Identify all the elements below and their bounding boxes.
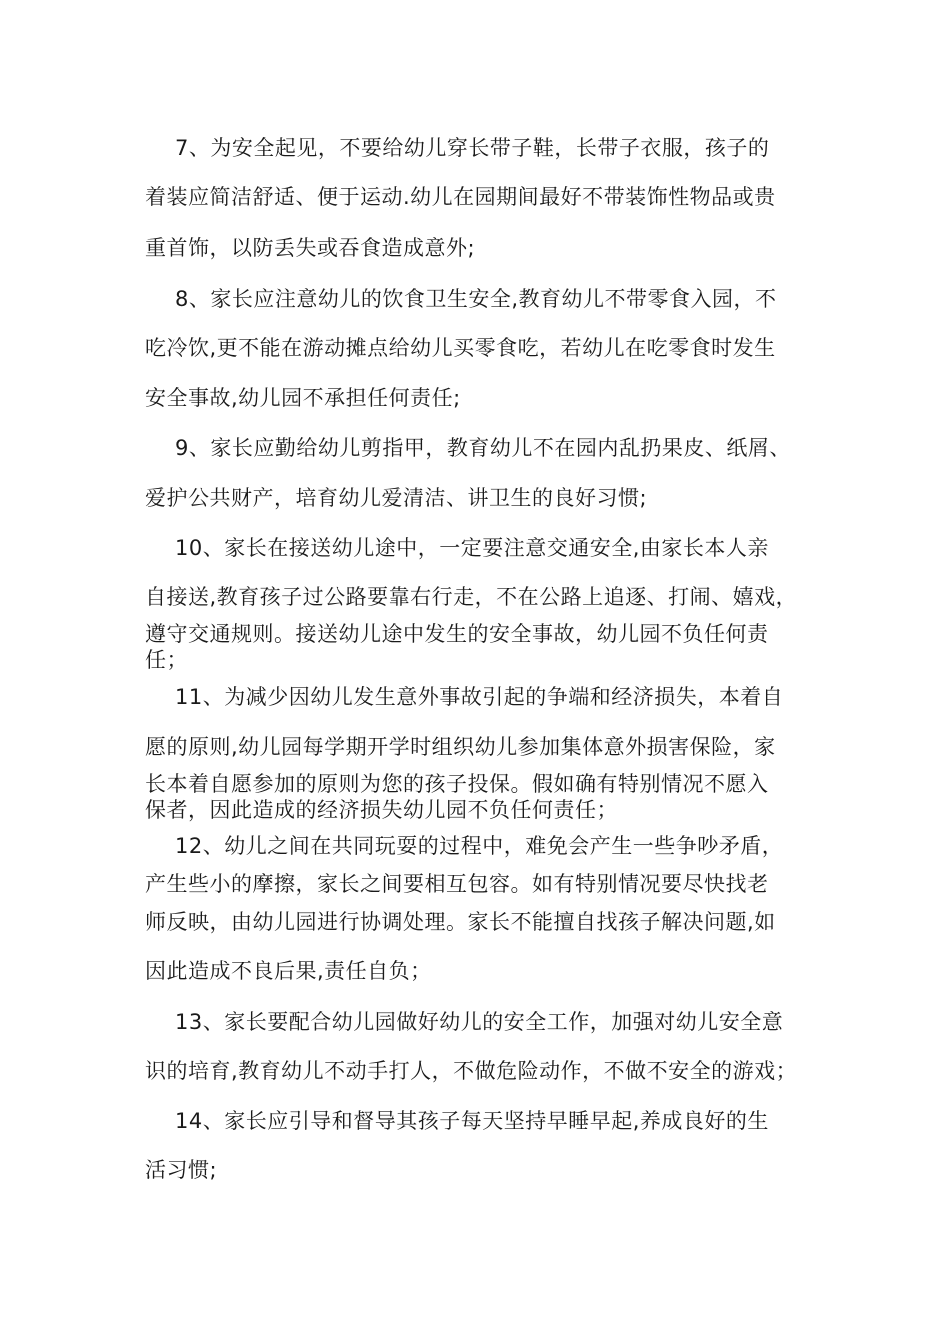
- item-12-line-3: 师反映，由幼儿园进行协调处理。家长不能擅自找孩子解决问题,如: [145, 910, 776, 934]
- item-11-line-4: 保者，因此造成的经济损失幼儿园不负任何责任；: [145, 798, 618, 822]
- item-12-line-1: 12、幼儿之间在共同玩耍的过程中，难免会产生一些争吵矛盾，: [175, 834, 784, 858]
- item-8-line-3: 安全事故,幼儿园不承担任何责任;: [145, 386, 461, 410]
- item-9-line-1: 9、家长应勤给幼儿剪指甲，教育幼儿不在园内乱扔果皮、纸屑、: [175, 436, 791, 460]
- item-12-line-2: 产生些小的摩擦，家长之间要相互包容。如有特别情况要尽快找老: [145, 872, 769, 896]
- item-7-line-1: 7、为安全起见，不要给幼儿穿长带子鞋，长带子衣服，孩子的: [175, 136, 770, 160]
- item-7-line-2: 着装应简洁舒适、便于运动.幼儿在园期间最好不带装饰性物品或贵: [145, 185, 776, 209]
- item-10-line-2: 自接送,教育孩子过公路要靠右行走，不在公路上追逐、打闹、嬉戏，: [145, 585, 798, 609]
- item-10-line-1: 10、家长在接送幼儿途中，一定要注意交通安全,由家长本人亲: [175, 536, 769, 560]
- item-14-line-1: 14、家长应引导和督导其孩子每天坚持早睡早起,养成良好的生: [175, 1109, 769, 1133]
- item-13-line-2: 识的培育,教育幼儿不动手打人，不做危险动作，不做不安全的游戏；: [145, 1059, 798, 1083]
- item-11-line-3: 长本着自愿参加的原则为您的孩子投保。假如确有特别情况不愿入: [145, 772, 769, 796]
- item-10-line-4: 任；: [145, 648, 188, 672]
- item-7-line-3: 重首饰，以防丢失或吞食造成意外;: [145, 236, 476, 260]
- item-10-line-3: 遵守交通规则。接送幼儿途中发生的安全事故，幼儿园不负任何责: [145, 622, 769, 646]
- item-11-line-1: 11、为减少因幼儿发生意外事故引起的争端和经济损失，本着自: [175, 685, 784, 709]
- item-8-line-1: 8、家长应注意幼儿的饮食卫生安全,教育幼儿不带零食入园，不: [175, 287, 777, 311]
- item-14-line-2: 活习惯;: [145, 1158, 218, 1182]
- item-11-line-2: 愿的原则,幼儿园每学期开学时组织幼儿参加集体意外损害保险，家: [145, 735, 776, 759]
- item-13-line-1: 13、家长要配合幼儿园做好幼儿的安全工作，加强对幼儿安全意: [175, 1010, 784, 1034]
- item-9-line-2: 爱护公共财产，培育幼儿爱清洁、讲卫生的良好习惯;: [145, 486, 648, 510]
- item-12-line-4: 因此造成不良后果,责任自负；: [145, 959, 432, 983]
- item-8-line-2: 吃冷饮,更不能在游动摊点给幼儿买零食吃，若幼儿在吃零食时发生: [145, 336, 776, 360]
